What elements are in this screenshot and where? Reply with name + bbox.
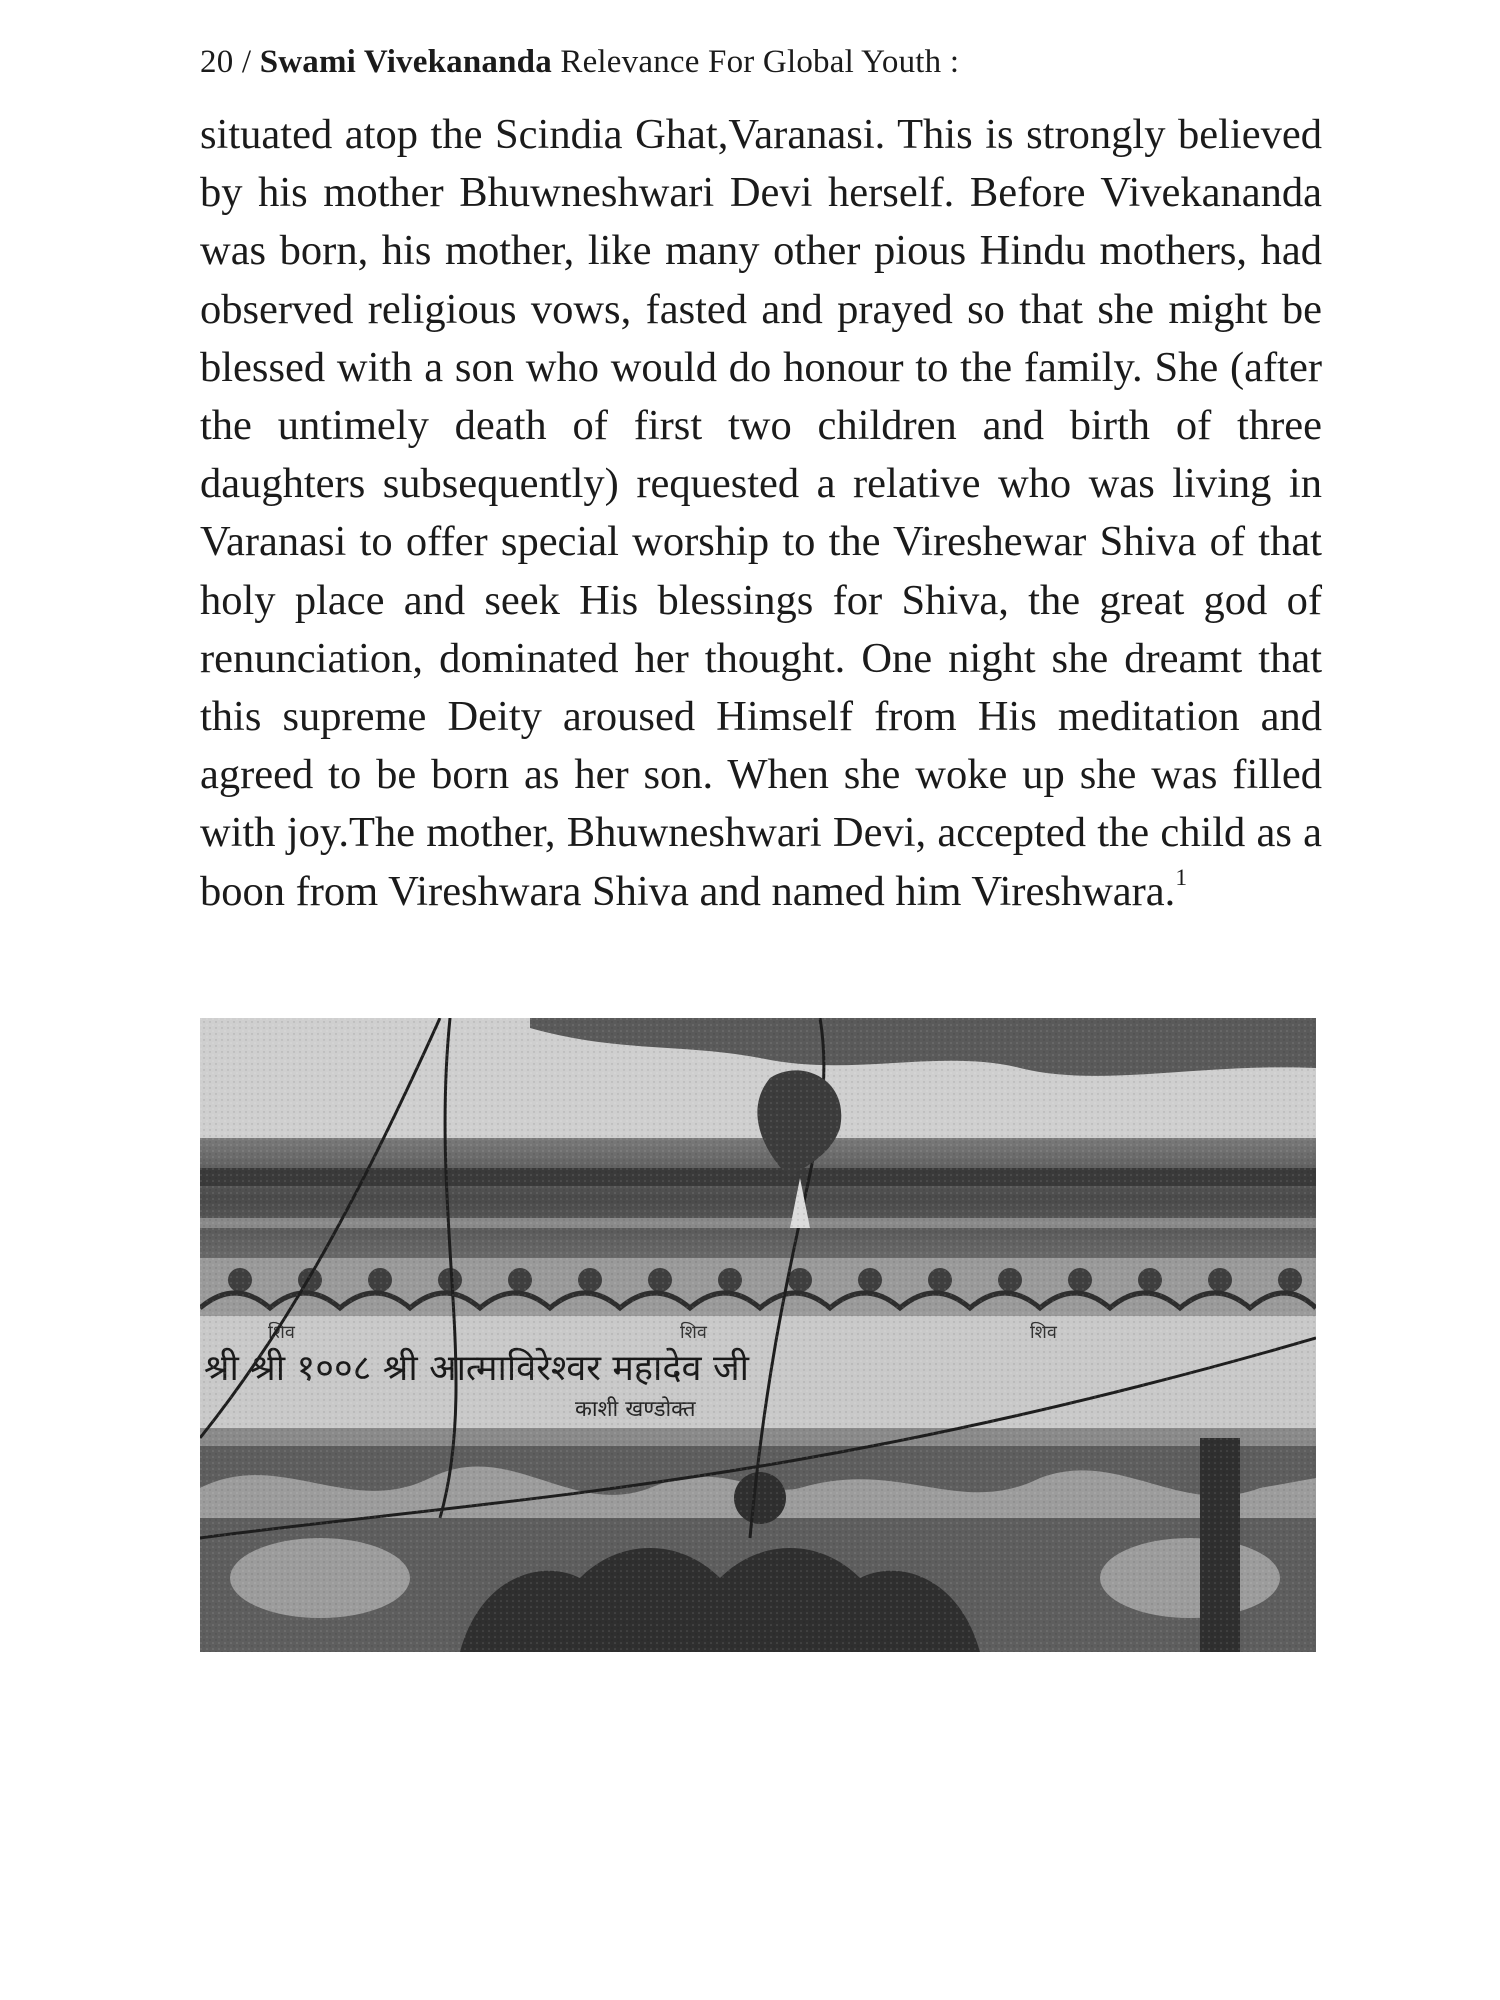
header-separator: / [241,44,252,80]
paragraph-text: situated atop the Scindia Ghat,Varanasi. This is strongly believed by his mother Bhuwneshwari Devi herself. Before Vivekananda was born, his mother, like many other pious Hindu mothers, had observed religious vows, fasted and prayed so that she might be blessed with a son who would do honour to the family. She (after the untimely death of first two children and birth of three daughters subsequently) requested a relative who was living in Varanasi to offer special worship to the Vireshewar Shiva of that holy place and seek His blessings for Shiva, the great god of renunciation, dominated her thought. One night she dreamt that this supreme Deity aroused Himself from His meditation and agreed to be born as her son. When she woke up she was filled with joy.The mother, Bhuwneshwari Devi, accepted the child as a boon from Vireshwara Shiva and named him Vireshwara. [200,111,1322,915]
header-author: Swami Vivekananda [259,44,552,80]
temple-inscription-photo [200,1018,1316,1652]
body-paragraph [200,106,1322,921]
photo-illustration [200,1018,1316,1652]
body-text [200,106,1322,921]
footnote-marker: 1 [1175,864,1187,891]
running-header [200,44,959,81]
page-number: 20 [200,44,234,80]
header-title: Relevance For Global Youth : [560,44,960,80]
